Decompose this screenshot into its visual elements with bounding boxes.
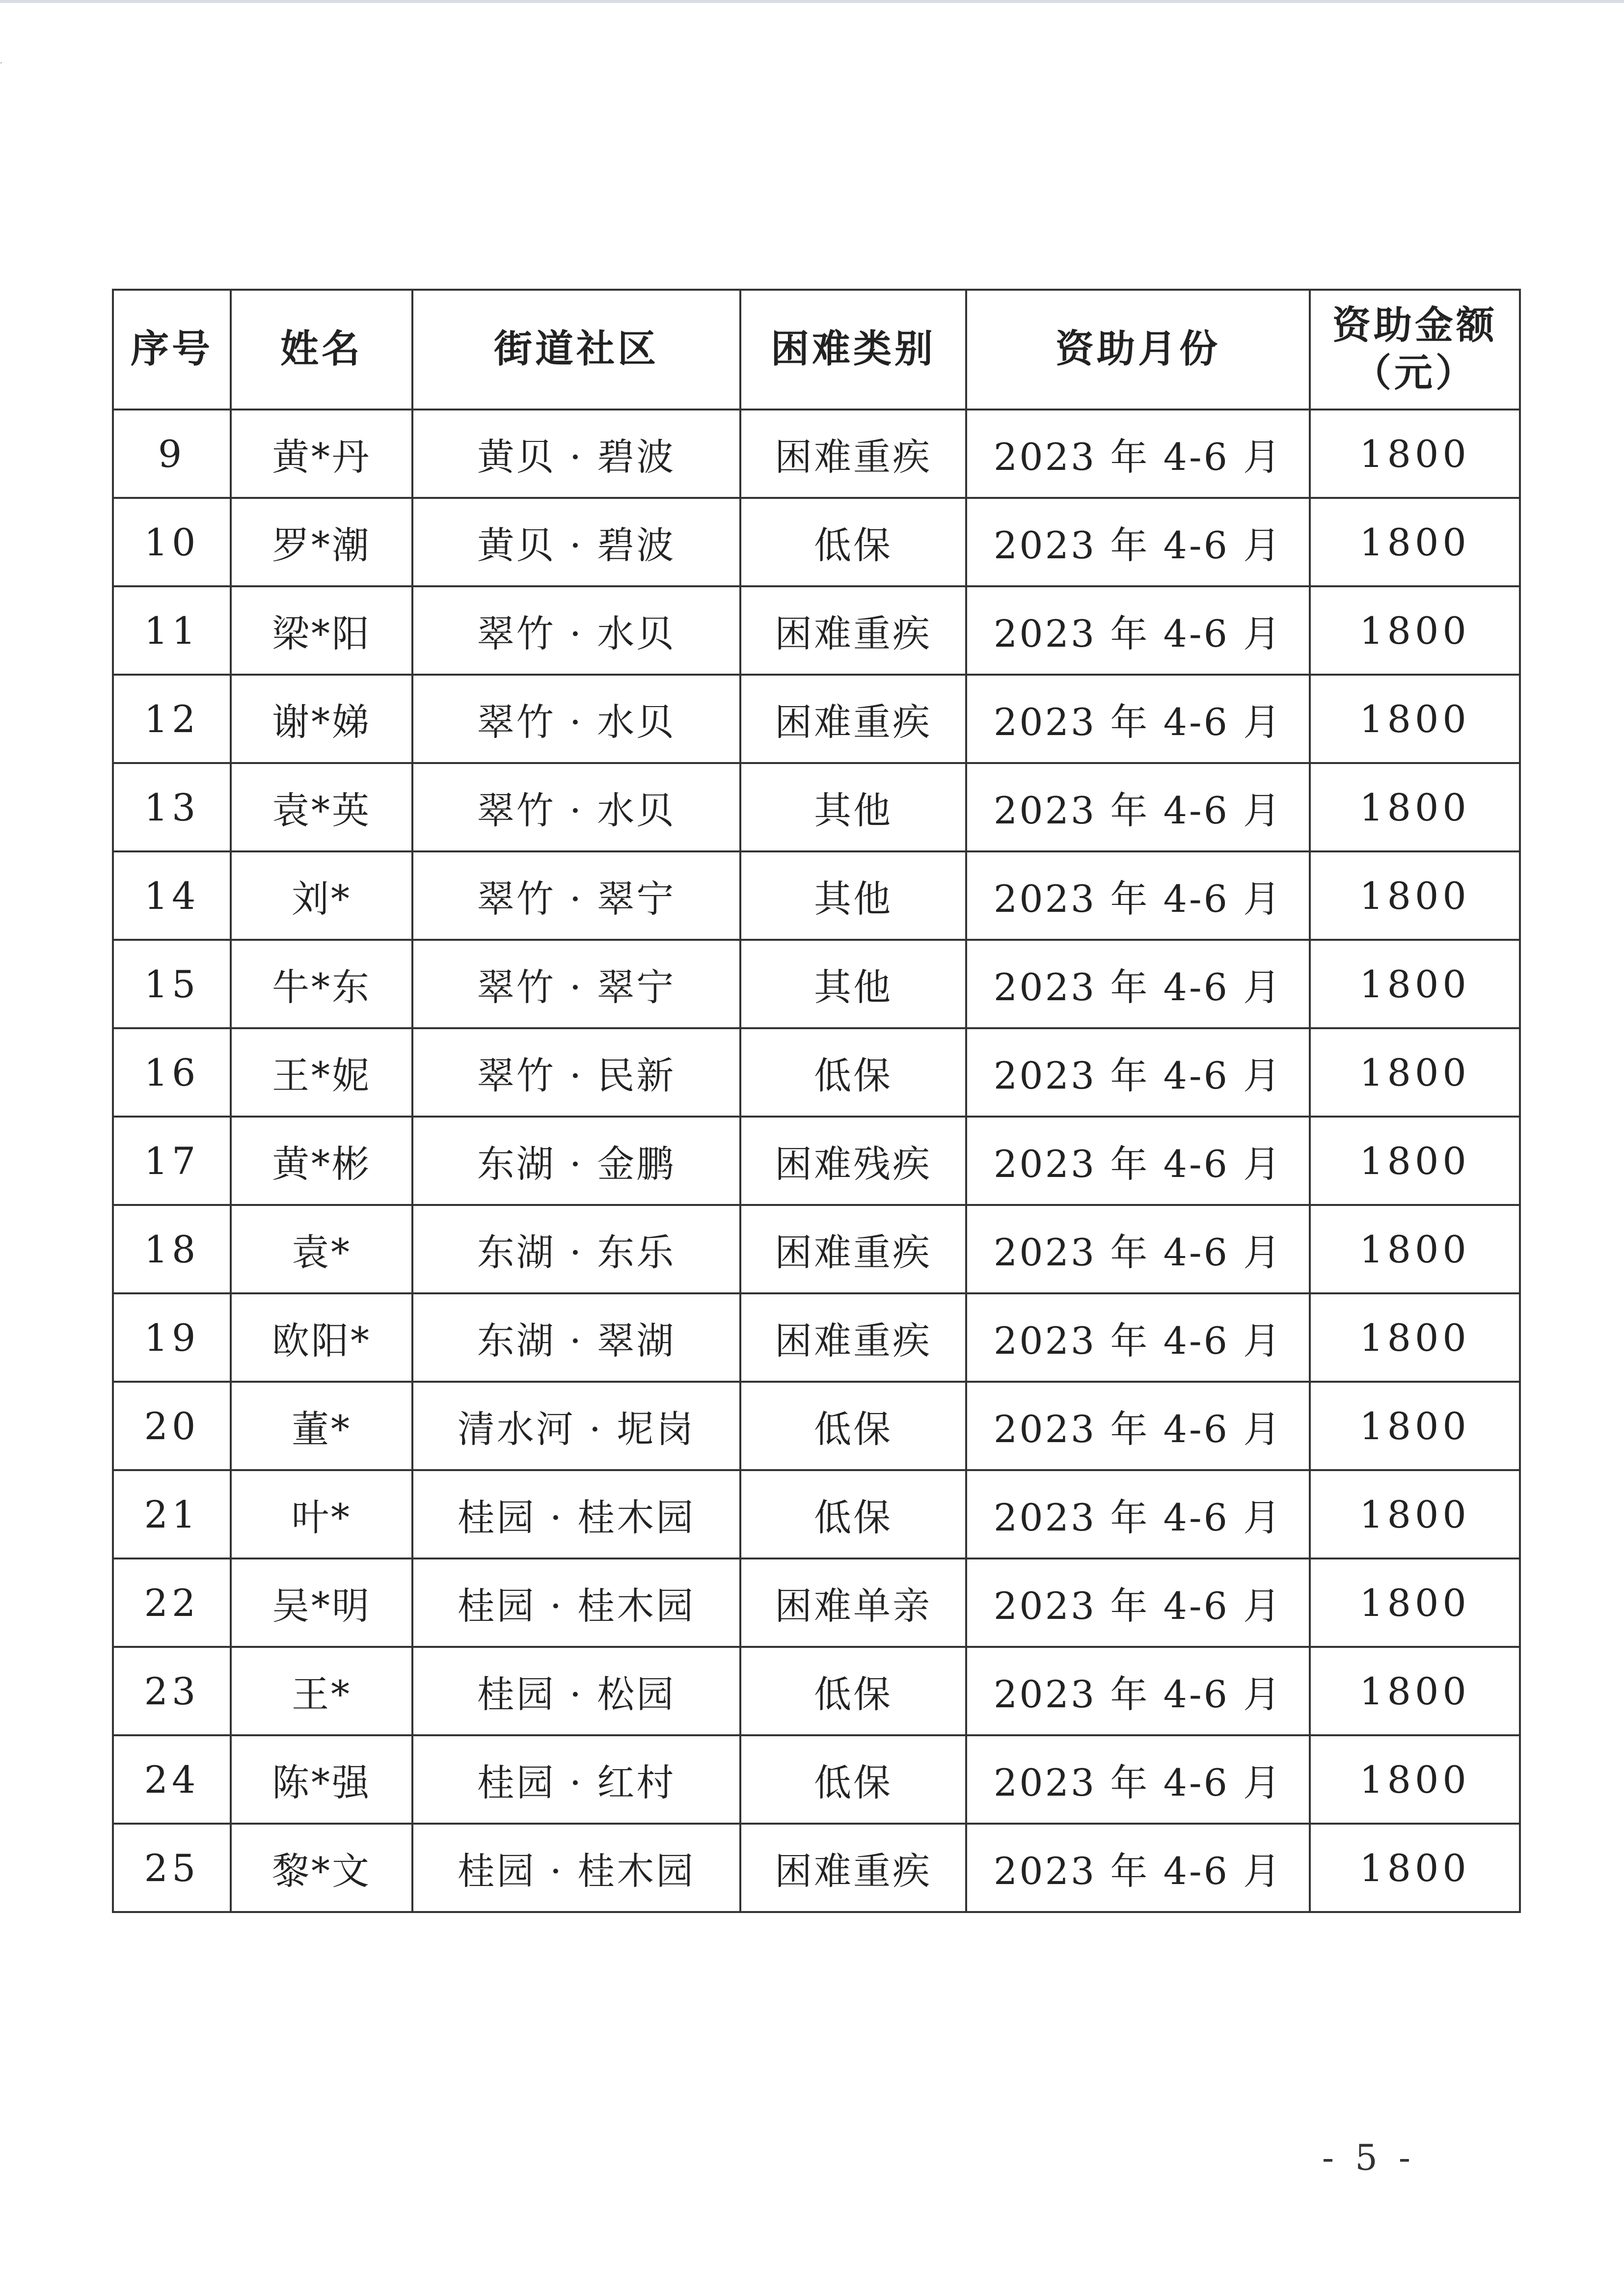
header-amount-label: 资助金额 [1332,303,1497,348]
cell-index: 10 [113,498,231,586]
header-amount [1310,290,1520,410]
table-row [113,1558,1520,1647]
table-row [113,586,1520,675]
table-row [113,410,1520,498]
scan-top-edge [0,0,1624,3]
cell-name: 谢*娣 [231,675,412,763]
cell-community: 东湖 · 金鹏 [412,1117,740,1205]
cell-amount: 1800 [1310,851,1520,940]
cell-months: 2023 年 4-6 月 [966,1824,1310,1912]
cell-amount: 1800 [1310,498,1520,586]
page-number: - 5 - [1322,2137,1416,2178]
cell-category: 困难残疾 [740,1117,966,1205]
cell-index: 23 [113,1647,231,1735]
aid-recipient-table [112,289,1521,1913]
cell-index: 22 [113,1558,231,1647]
cell-name: 黎*文 [231,1824,412,1912]
cell-category: 困难重疾 [740,586,966,675]
cell-category: 困难重疾 [740,1205,966,1293]
cell-amount: 1800 [1310,1205,1520,1293]
cell-community: 翠竹 · 水贝 [412,763,740,851]
table-row [113,675,1520,763]
cell-amount: 1800 [1310,675,1520,763]
cell-category: 低保 [740,1647,966,1735]
cell-category: 低保 [740,498,966,586]
cell-index: 14 [113,851,231,940]
cell-amount: 1800 [1310,410,1520,498]
cell-name: 牛*东 [231,940,412,1028]
cell-amount: 1800 [1310,940,1520,1028]
cell-name: 罗*潮 [231,498,412,586]
cell-name: 黄*丹 [231,410,412,498]
cell-category: 其他 [740,940,966,1028]
cell-index: 24 [113,1735,231,1824]
cell-months: 2023 年 4-6 月 [966,586,1310,675]
cell-community: 桂园 · 桂木园 [412,1824,740,1912]
table-row [113,1735,1520,1824]
table-row [113,851,1520,940]
cell-months: 2023 年 4-6 月 [966,940,1310,1028]
cell-community: 黄贝 · 碧波 [412,498,740,586]
cell-months: 2023 年 4-6 月 [966,498,1310,586]
cell-amount: 1800 [1310,763,1520,851]
table-row [113,940,1520,1028]
cell-name: 叶* [231,1470,412,1558]
cell-name: 袁*英 [231,763,412,851]
cell-index: 17 [113,1117,231,1205]
cell-category: 困难重疾 [740,1293,966,1382]
cell-amount: 1800 [1310,1558,1520,1647]
cell-community: 东湖 · 翠湖 [412,1293,740,1382]
cell-months: 2023 年 4-6 月 [966,1117,1310,1205]
cell-name: 吴*明 [231,1558,412,1647]
cell-name: 袁* [231,1205,412,1293]
table-row [113,1647,1520,1735]
table-body [113,410,1520,1912]
table-row [113,1824,1520,1912]
table-row [113,1117,1520,1205]
cell-amount: 1800 [1310,586,1520,675]
cell-months: 2023 年 4-6 月 [966,1735,1310,1824]
cell-community: 清水河 · 坭岗 [412,1382,740,1470]
cell-amount: 1800 [1310,1028,1520,1117]
cell-category: 其他 [740,851,966,940]
cell-name: 王*妮 [231,1028,412,1117]
table-row [113,1382,1520,1470]
cell-name: 董* [231,1382,412,1470]
cell-months: 2023 年 4-6 月 [966,1293,1310,1382]
cell-community: 翠竹 · 翠宁 [412,940,740,1028]
cell-months: 2023 年 4-6 月 [966,1382,1310,1470]
table-row [113,1205,1520,1293]
cell-amount: 1800 [1310,1735,1520,1824]
cell-months: 2023 年 4-6 月 [966,1558,1310,1647]
cell-community: 黄贝 · 碧波 [412,410,740,498]
cell-index: 13 [113,763,231,851]
cell-index: 11 [113,586,231,675]
cell-amount: 1800 [1310,1293,1520,1382]
cell-months: 2023 年 4-6 月 [966,851,1310,940]
cell-index: 19 [113,1293,231,1382]
cell-community: 翠竹 · 翠宁 [412,851,740,940]
cell-index: 25 [113,1824,231,1912]
cell-months: 2023 年 4-6 月 [966,1647,1310,1735]
cell-community: 桂园 · 松园 [412,1647,740,1735]
cell-category: 低保 [740,1028,966,1117]
cell-category: 困难重疾 [740,1824,966,1912]
cell-category: 困难重疾 [740,410,966,498]
cell-amount: 1800 [1310,1824,1520,1912]
cell-category: 困难重疾 [740,675,966,763]
cell-amount: 1800 [1310,1647,1520,1735]
cell-community: 翠竹 · 水贝 [412,586,740,675]
cell-index: 21 [113,1470,231,1558]
cell-amount: 1800 [1310,1470,1520,1558]
table-row [113,1028,1520,1117]
cell-months: 2023 年 4-6 月 [966,1028,1310,1117]
header-category: 困难类别 [740,290,966,410]
cell-amount: 1800 [1310,1117,1520,1205]
cell-category: 低保 [740,1382,966,1470]
cell-months: 2023 年 4-6 月 [966,410,1310,498]
cell-community: 桂园 · 桂木园 [412,1470,740,1558]
cell-name: 陈*强 [231,1735,412,1824]
cell-category: 低保 [740,1470,966,1558]
cell-name: 刘* [231,851,412,940]
cell-community: 东湖 · 东乐 [412,1205,740,1293]
cell-amount: 1800 [1310,1382,1520,1470]
cell-months: 2023 年 4-6 月 [966,1205,1310,1293]
cell-community: 桂园 · 红村 [412,1735,740,1824]
cell-community: 翠竹 · 水贝 [412,675,740,763]
table-row [113,763,1520,851]
cell-name: 梁*阳 [231,586,412,675]
cell-name: 黄*彬 [231,1117,412,1205]
cell-months: 2023 年 4-6 月 [966,763,1310,851]
cell-category: 困难单亲 [740,1558,966,1647]
table-row [113,1293,1520,1382]
cell-index: 12 [113,675,231,763]
cell-index: 16 [113,1028,231,1117]
cell-name: 欧阳* [231,1293,412,1382]
cell-months: 2023 年 4-6 月 [966,1470,1310,1558]
cell-name: 王* [231,1647,412,1735]
cell-index: 18 [113,1205,231,1293]
cell-index: 15 [113,940,231,1028]
cell-index: 20 [113,1382,231,1470]
cell-community: 翠竹 · 民新 [412,1028,740,1117]
header-months: 资助月份 [966,290,1310,410]
scan-mark: · [0,59,2,67]
table-row [113,1470,1520,1558]
cell-index: 9 [113,410,231,498]
table-header-row [113,290,1520,410]
cell-category: 其他 [740,763,966,851]
cell-category: 低保 [740,1735,966,1824]
header-amount-unit: （元） [1353,351,1477,395]
header-index: 序号 [113,290,231,410]
header-community: 街道社区 [412,290,740,410]
cell-months: 2023 年 4-6 月 [966,675,1310,763]
table-row [113,498,1520,586]
cell-community: 桂园 · 桂木园 [412,1558,740,1647]
header-name: 姓名 [231,290,412,410]
